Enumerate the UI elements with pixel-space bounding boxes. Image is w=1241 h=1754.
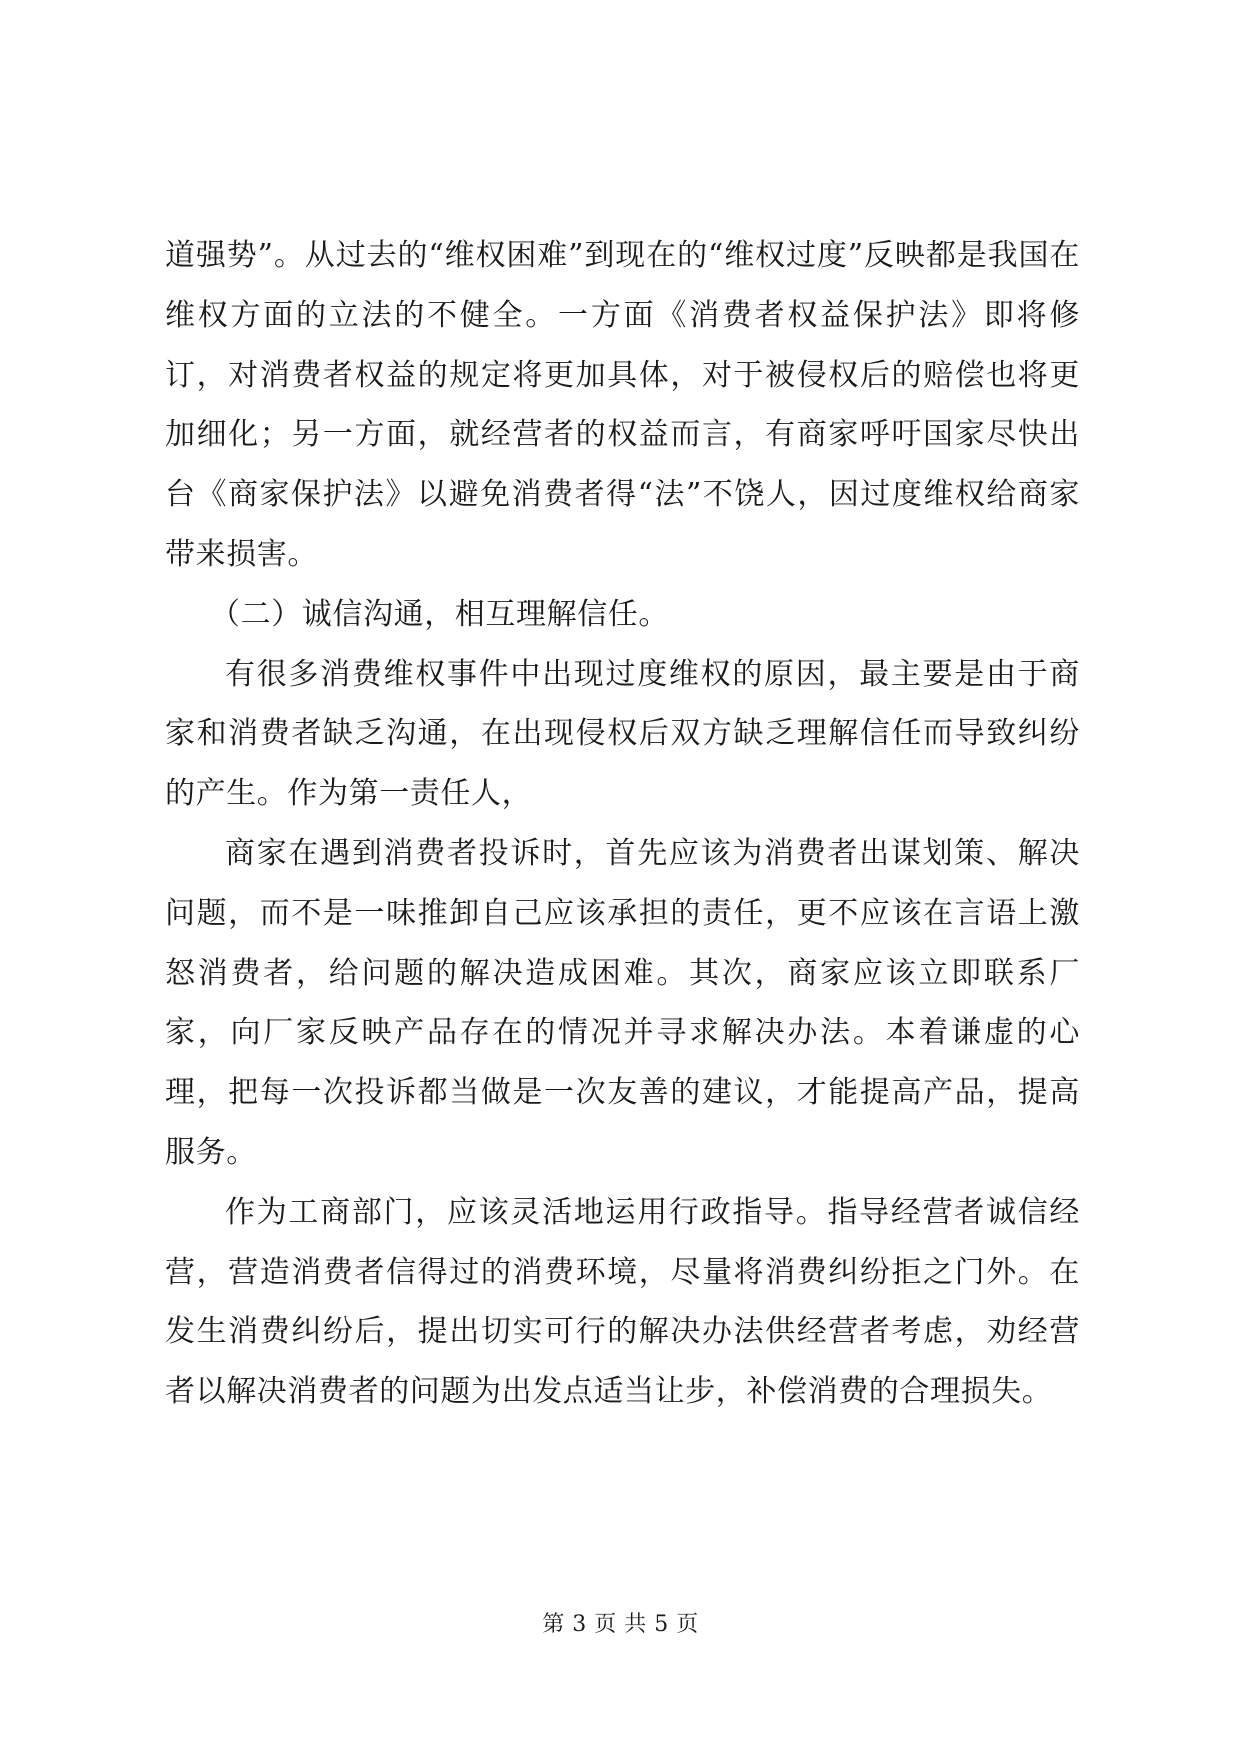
- page-footer: 第 3 页 共 5 页: [542, 1612, 699, 1637]
- paragraph-continuation: 道强势”。从过去的“维权困难”到现在的“维权过度”反映都是我国在维权方面的立法的不健全。一方面《消费者权益保护法》即将修订，对消费者权益的规定将更加具体，对于被侵权后的赔偿也将更加细化；另一方面，就经营者的权益而言，有商家呼吁国家尽快出台《商家保护法》以避免消费者得“法”不饶人，因过度维权给商家带来损害。: [165, 238, 1080, 572]
- paragraph: 作为工商部门，应该灵活地运用行政指导。指导经营者诚信经营，营造消费者信得过的消费环境，尽量将消费纠纷拒之门外。在发生消费纠纷后，提出切实可行的解决办法供经营者考虑，劝经营者以解决消费者的问题为出发点适当让步，补偿消费的合理损失。: [165, 1194, 1080, 1410]
- section-heading: （二）诚信沟通，相互理解信任。: [210, 596, 669, 632]
- paragraph: 有很多消费维权事件中出现过度维权的原因，最主要是由于商家和消费者缺乏沟通，在出现侵权后双方缺乏理解信任而导致纠纷的产生。作为第一责任人，: [165, 656, 1080, 812]
- document-body: [165, 226, 1080, 1422]
- paragraph: 商家在遇到消费者投诉时，首先应该为消费者出谋划策、解决问题，而不是一味推卸自己应该承担的责任，更不应该在言语上激怒消费者，给问题的解决造成困难。其次，商家应该立即联系厂家，向厂家反映产品存在的情况并寻求解决办法。本着谦虚的心理，把每一次投诉都当做是一次友善的建议，才能提高产品，提高服务。: [165, 835, 1080, 1170]
